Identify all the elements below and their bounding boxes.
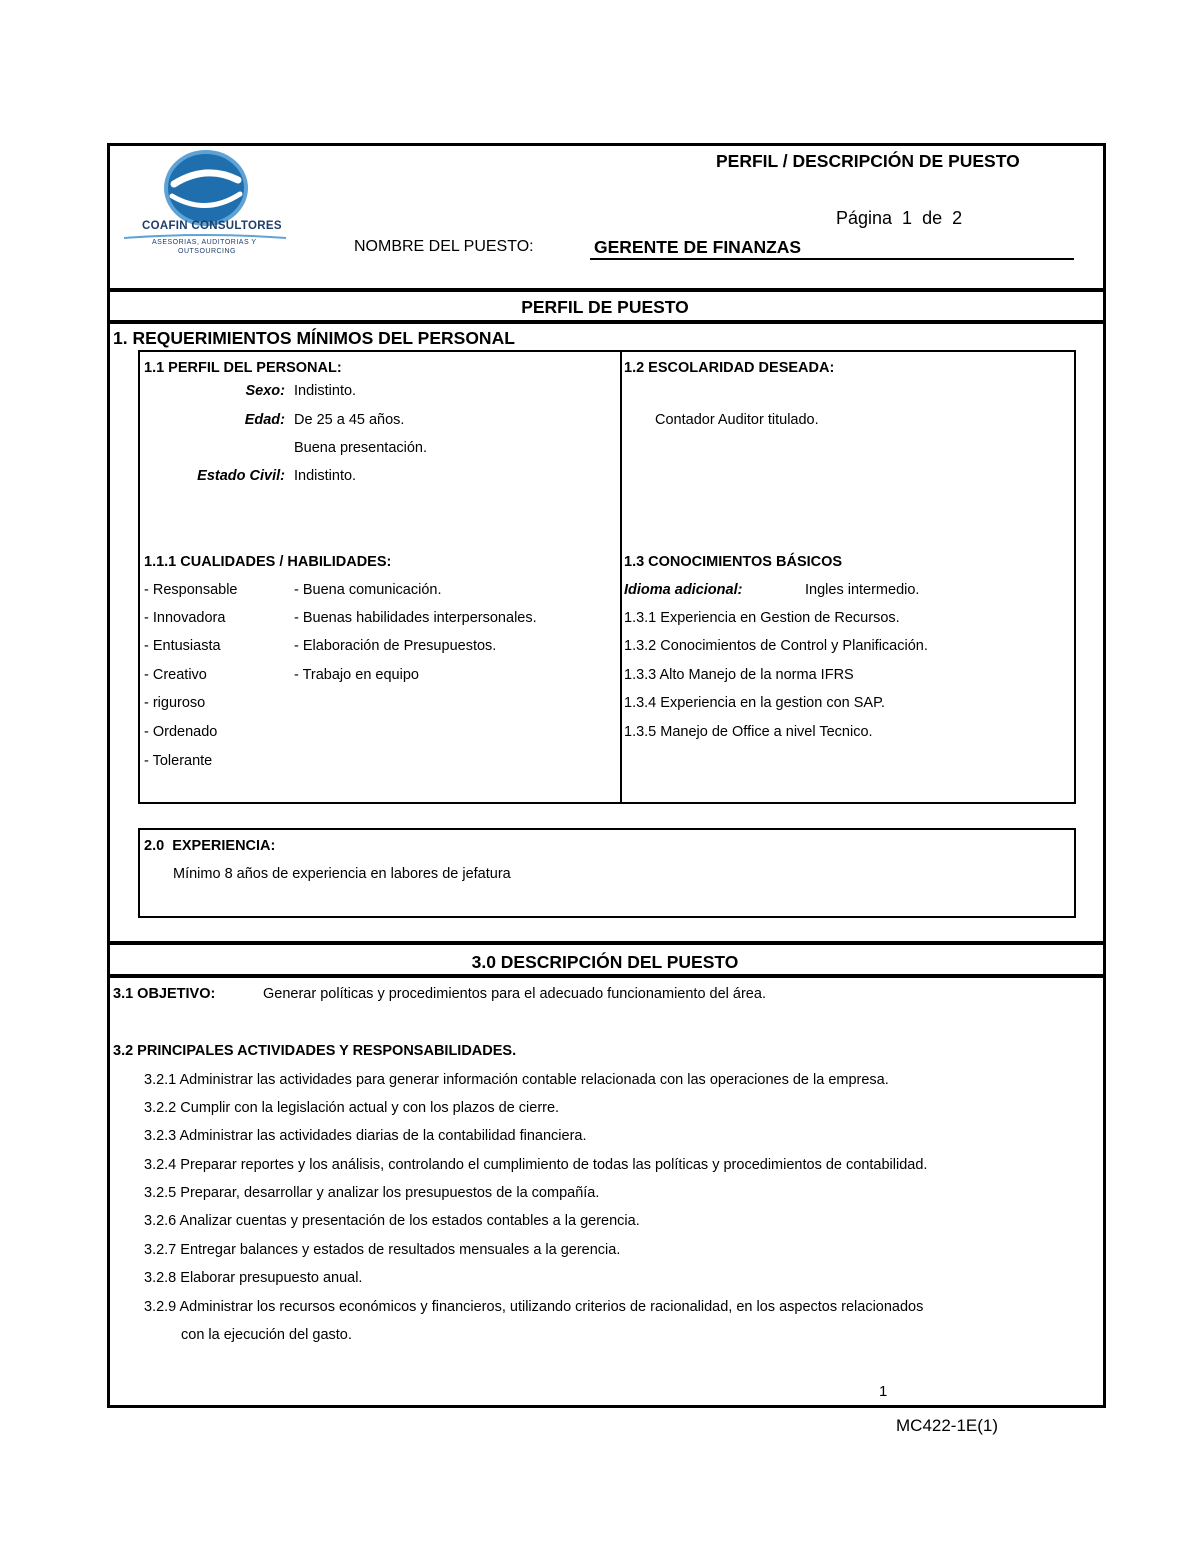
language-label: Idioma adicional: xyxy=(624,582,743,598)
quality-item: - Creativo xyxy=(144,667,207,683)
civil-status-value: Indistinto. xyxy=(294,468,357,484)
edad-value: De 25 a 45 años. xyxy=(294,412,405,428)
activity-item: 3.2.5 Preparar, desarrollar y analizar los presupuestos de la compañía. xyxy=(144,1185,600,1201)
position-label: NOMBRE DEL PUESTO: xyxy=(354,238,534,255)
quality-item: - Entusiasta xyxy=(144,638,221,654)
logo-tagline: ASESORIAS, AUDITORIAS Y xyxy=(152,239,257,246)
divider xyxy=(107,974,1103,978)
quality-item: - Ordenado xyxy=(144,724,218,740)
language-value: Ingles intermedio. xyxy=(805,582,920,598)
activity-item-continuation: con la ejecución del gasto. xyxy=(181,1327,352,1343)
activity-item: 3.2.8 Elaborar presupuesto anual. xyxy=(144,1270,363,1286)
sexo-value: Indistinto. xyxy=(294,383,357,399)
divider xyxy=(107,288,1103,292)
activity-item: 3.2.1 Administrar las actividades para generar información contable relacionada con las operaciones de la empresa. xyxy=(144,1072,889,1088)
knowledge-heading: 1.3 CONOCIMIENTOS BÁSICOS xyxy=(624,554,843,570)
personal-profile-heading: 1.1 PERFIL DEL PERSONAL: xyxy=(144,360,342,376)
position-underline xyxy=(590,258,1074,260)
civil-status-label: Estado Civil: xyxy=(197,468,285,484)
section-title: PERFIL DE PUESTO xyxy=(521,297,689,317)
skill-item: - Trabajo en equipo xyxy=(294,667,419,683)
presentation-value: Buena presentación. xyxy=(294,440,428,456)
logo-text: COAFIN CONSULTORES xyxy=(142,220,282,232)
column-divider xyxy=(620,350,622,802)
edad-label: Edad: xyxy=(244,412,285,428)
education-heading: 1.2 ESCOLARIDAD DESEADA: xyxy=(624,360,835,376)
quality-item: - Responsable xyxy=(144,582,238,598)
page-indicator: Página 1 de 2 xyxy=(836,208,963,228)
quality-item: - Tolerante xyxy=(144,753,213,769)
objective-label: 3.1 OBJETIVO: xyxy=(113,986,216,1002)
experience-value: Mínimo 8 años de experiencia en labores de jefatura xyxy=(173,866,511,882)
knowledge-item: 1.3.1 Experiencia en Gestion de Recursos. xyxy=(624,610,900,626)
section-title: 3.0 DESCRIPCIÓN DEL PUESTO xyxy=(471,952,739,972)
skill-item: - Buenas habilidades interpersonales. xyxy=(294,610,537,626)
skill-item: - Buena comunicación. xyxy=(294,582,442,598)
activities-heading: 3.2 PRINCIPALES ACTIVIDADES Y RESPONSABILIDADES. xyxy=(113,1043,517,1059)
quality-item: - riguroso xyxy=(144,695,206,711)
objective-value: Generar políticas y procedimientos para el adecuado funcionamiento del área. xyxy=(263,986,766,1002)
divider xyxy=(107,941,1103,945)
education-value: Contador Auditor titulado. xyxy=(655,412,819,428)
sexo-label: Sexo: xyxy=(245,383,285,399)
skill-item: - Elaboración de Presupuestos. xyxy=(294,638,497,654)
page-number: 1 xyxy=(879,1383,888,1400)
skills-heading: 1.1.1 CUALIDADES / HABILIDADES: xyxy=(144,554,392,570)
activity-item: 3.2.7 Entregar balances y estados de resultados mensuales a la gerencia. xyxy=(144,1242,621,1258)
activity-item: 3.2.4 Preparar reportes y los análisis, controlando el cumplimiento de todas las políticas y procedimientos de contabilidad. xyxy=(144,1157,928,1173)
activity-item: 3.2.3 Administrar las actividades diarias de la contabilidad financiera. xyxy=(144,1128,587,1144)
document-code: MC422-1E(1) xyxy=(896,1416,999,1435)
divider xyxy=(107,320,1103,324)
activity-item: 3.2.9 Administrar los recursos económicos y financieros, utilizando criterios de racionalidad, en los aspectos relacionados xyxy=(144,1299,924,1315)
document-title: PERFIL / DESCRIPCIÓN DE PUESTO xyxy=(716,151,1020,171)
quality-item: - Innovadora xyxy=(144,610,226,626)
knowledge-item: 1.3.2 Conocimientos de Control y Planificación. xyxy=(624,638,928,654)
requirements-heading: 1. REQUERIMIENTOS MÍNIMOS DEL PERSONAL xyxy=(113,328,515,348)
knowledge-item: 1.3.5 Manejo de Office a nivel Tecnico. xyxy=(624,724,873,740)
knowledge-item: 1.3.4 Experiencia en la gestion con SAP. xyxy=(624,695,885,711)
activity-item: 3.2.6 Analizar cuentas y presentación de los estados contables a la gerencia. xyxy=(144,1213,640,1229)
logo-tagline: OUTSOURCING xyxy=(178,248,236,255)
company-logo xyxy=(124,146,286,278)
experience-heading: 2.0 EXPERIENCIA: xyxy=(144,838,276,854)
position-value: GERENTE DE FINANZAS xyxy=(594,237,802,257)
knowledge-item: 1.3.3 Alto Manejo de la norma IFRS xyxy=(624,667,854,683)
activity-item: 3.2.2 Cumplir con la legislación actual y con los plazos de cierre. xyxy=(144,1100,560,1116)
